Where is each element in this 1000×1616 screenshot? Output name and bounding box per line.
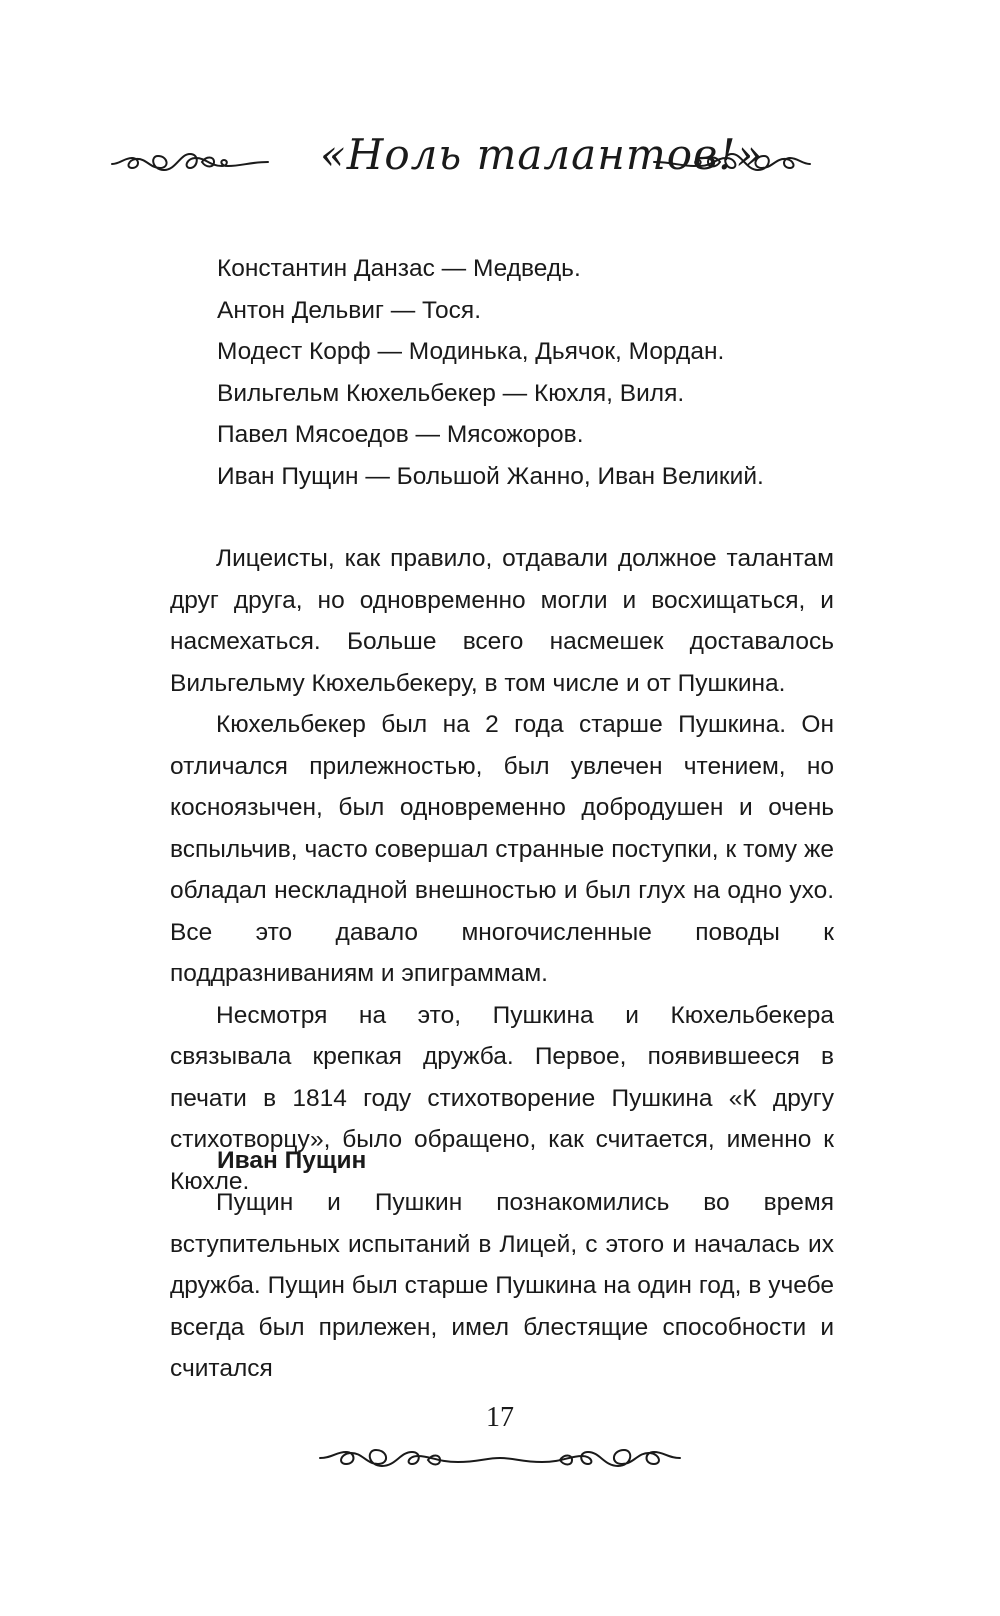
- page-number: 17: [486, 1402, 514, 1433]
- paragraph: Кюхельбекер был на 2 года старше Пушкина. Он отличался прилежностью, был увлечен чтением, но косноязычен, был одновременно добродушен и очень вспыльчив, часто совершал странные поступки, к тому же обладал нескладной внешностью и был глух на одно ухо. Все это давало многочисленные поводы к поддразниваниям и эпиграммам.: [170, 711, 834, 987]
- body-text-block: [170, 1182, 834, 1390]
- nickname-line: Константин Данзас — Медведь.: [217, 255, 581, 282]
- section-heading: Иван Пущин: [217, 1147, 367, 1174]
- nickname-list: [217, 248, 837, 497]
- running-header: [0, 118, 1000, 198]
- nickname-line: Павел Мясоедов — Мясожоров.: [217, 421, 584, 448]
- nickname-line: Иван Пущин — Большой Жанно, Иван Великий.: [217, 462, 764, 490]
- nickname-line: Модест Корф — Модинька, Дьячок, Мордан.: [217, 338, 725, 365]
- paragraph: Несмотря на это, Пушкина и Кюхельбекера связывала крепкая дружба. Первое, появившееся в печати в 1814 году стихотворение Пушкина «К другу стихотворцу», было обращено, как считается, именно к Кюхле.: [170, 1001, 834, 1195]
- body-text-block: [170, 538, 834, 1202]
- nickname-line: Вильгельм Кюхельбекер — Кюхля, Виля.: [217, 379, 685, 407]
- left-flourish-ornament: [110, 142, 270, 182]
- header-title: «Ноль талантов!»: [320, 130, 764, 179]
- right-flourish-ornament: [652, 142, 812, 182]
- footer-flourish-ornament: [318, 1438, 682, 1478]
- paragraph: Лицеисты, как правило, отдавали должное талантам друг друга, но одновременно могли и восхищаться, и насмехаться. Больше всего насмешек доставалось Вильгельму Кюхельбекеру, в том числе и от Пушкина.: [170, 545, 834, 697]
- paragraph: Пущин и Пушкин познакомились во время вступительных испытаний в Лицей, с этого и началась их дружба. Пущин был старше Пушкина на один год, в учебе всегда был прилежен, имел блестящие способности и считался: [170, 1189, 834, 1382]
- nickname-line: Антон Дельвиг — Тося.: [217, 296, 481, 324]
